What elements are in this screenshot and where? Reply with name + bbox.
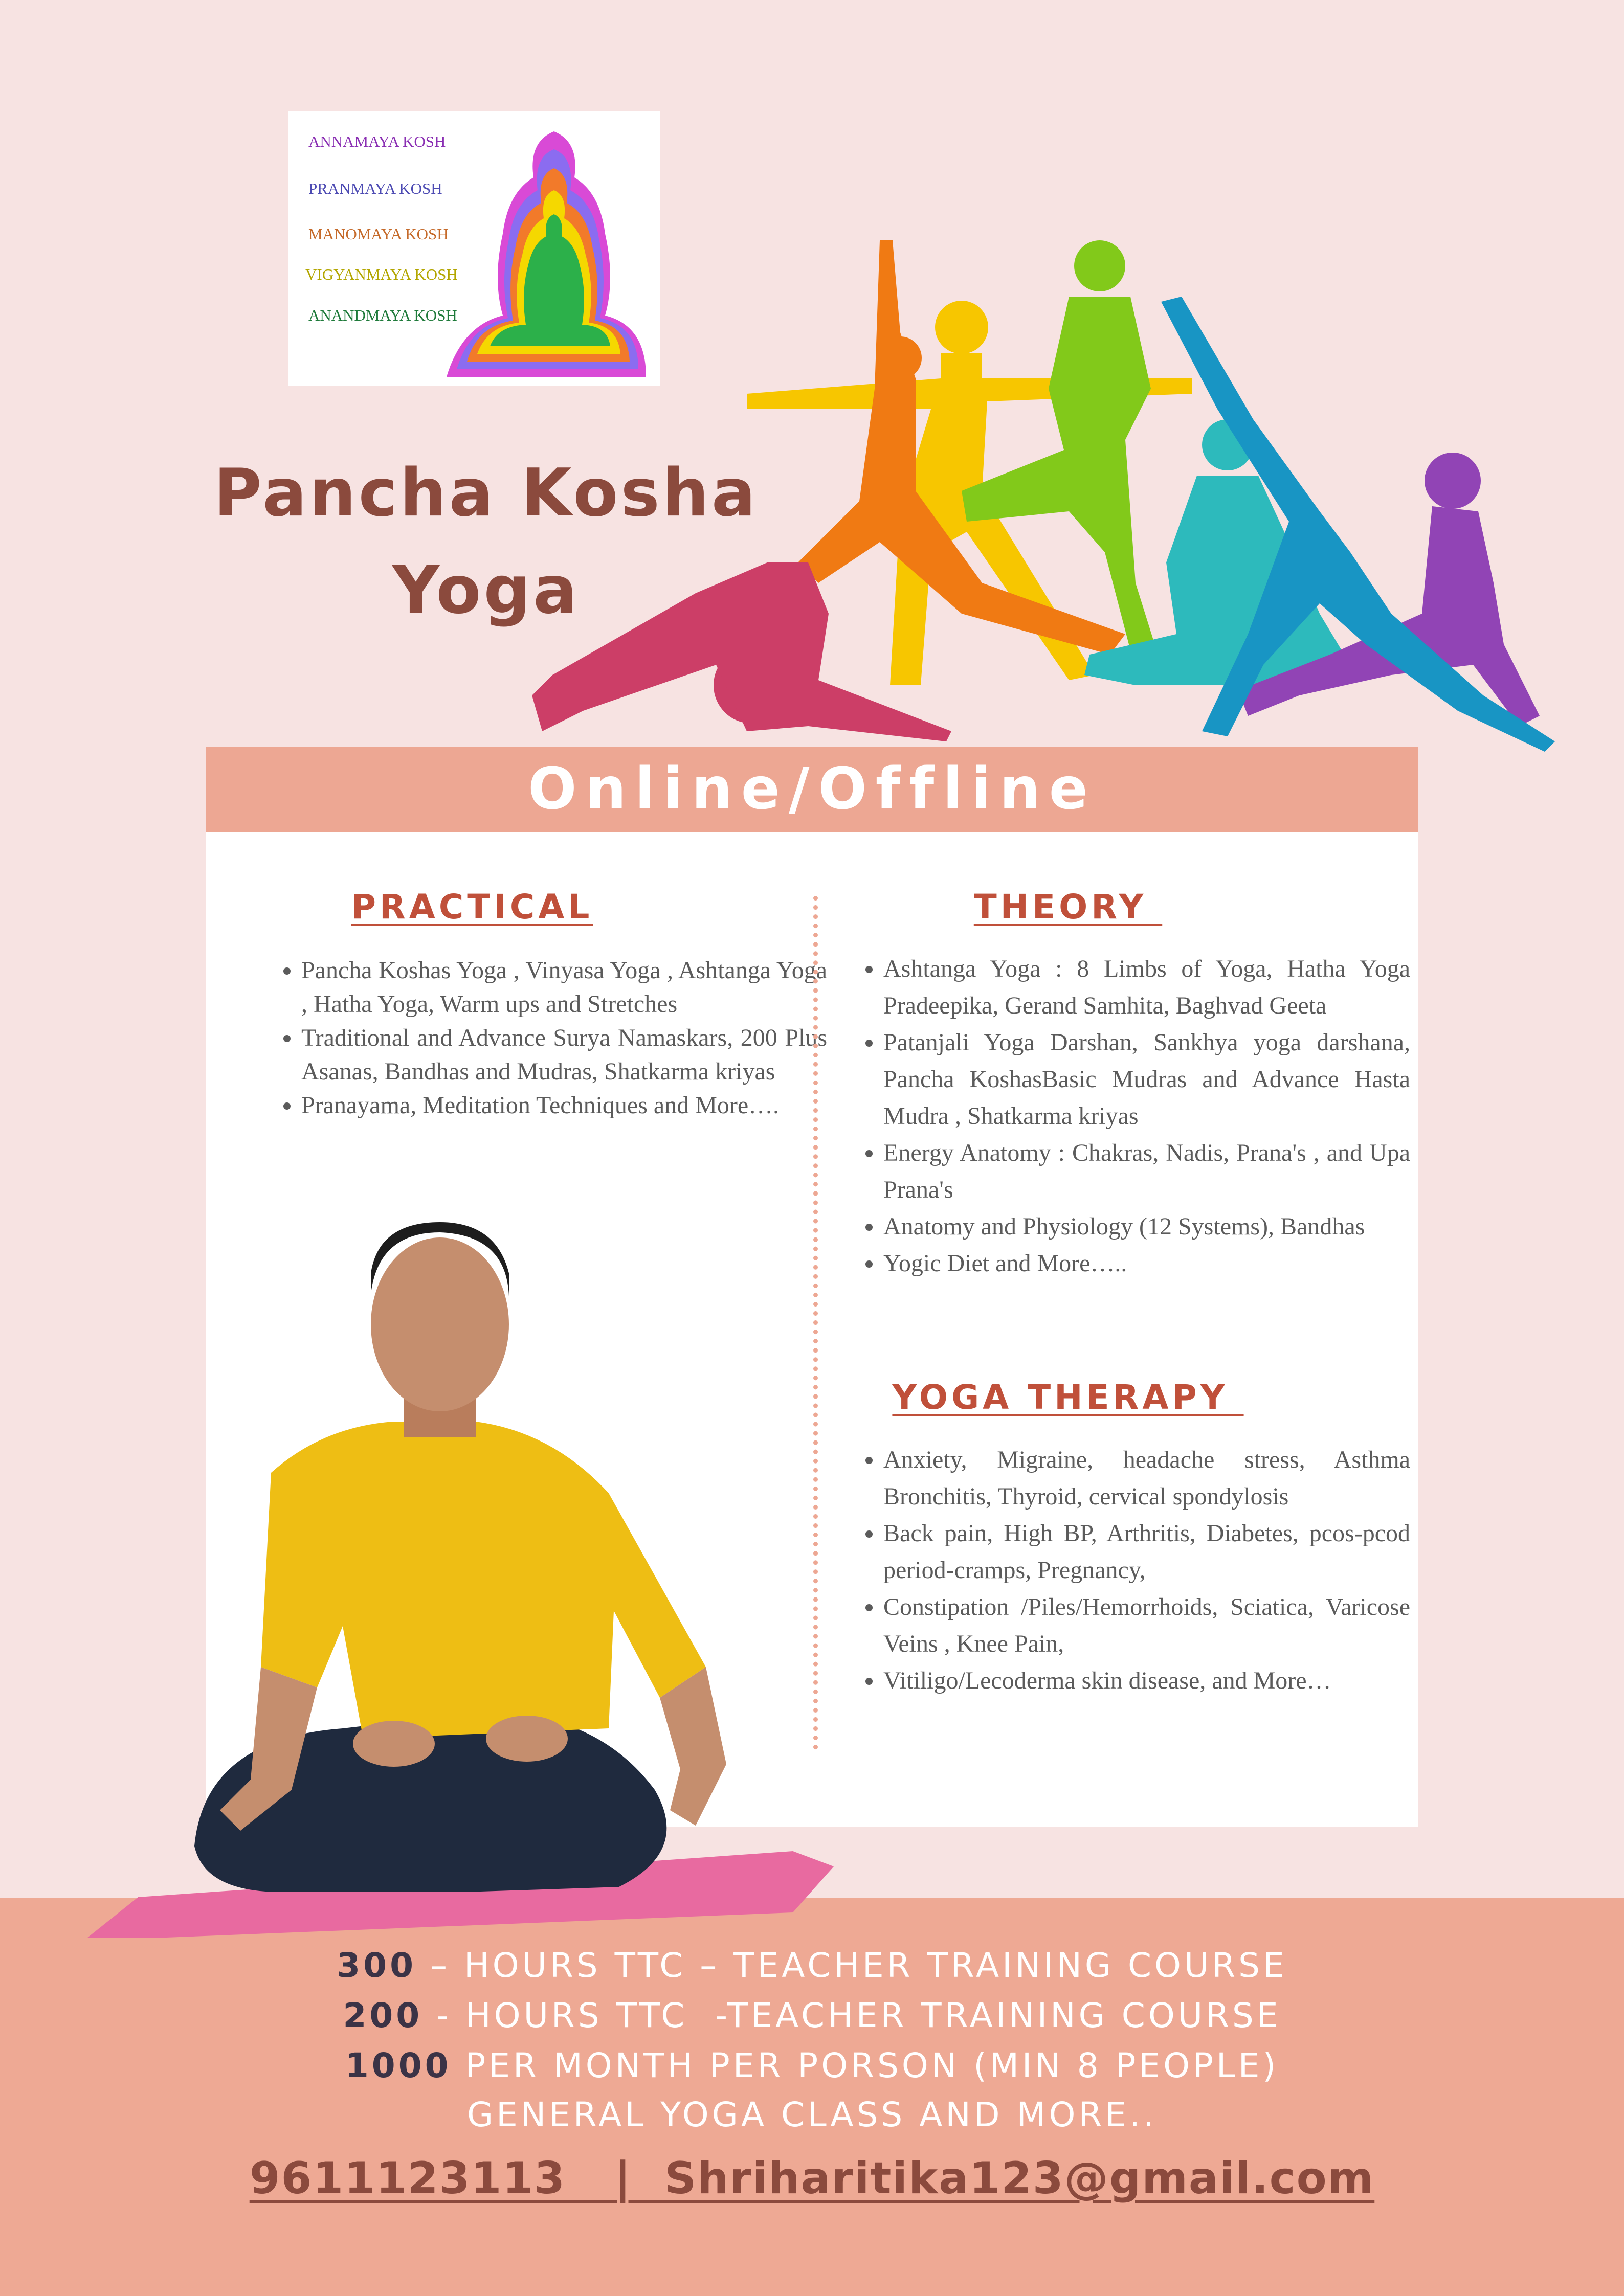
list-item: • Energy Anatomy : Chakras, Nadis, Prana's , and Upa Prana's [883, 1135, 1410, 1208]
kosh-label-anandmaya: ANANDMAYA KOSH [308, 306, 457, 324]
contact-phone-email-link[interactable]: 9611123113 | Shriharitika123@gmail.com [249, 2153, 1375, 2204]
list-item: • Anxiety, Migraine, headache stress, Asthma Bronchitis, Thyroid, cervical spondylosis [883, 1442, 1410, 1515]
theory-list [861, 951, 1410, 1282]
list-item: • Pranayama, Meditation Techniques and More…. [301, 1089, 827, 1122]
course-line-200-hours [0, 1996, 1624, 2035]
list-item: • Anatomy and Physiology (12 Systems), Bandhas [883, 1208, 1410, 1245]
course-line-general-class [0, 2095, 1624, 2134]
list-item: • Pancha Koshas Yoga , Vinyasa Yoga , Ashtanga Yoga , Hatha Yoga, Warm ups and Stretches [301, 954, 827, 1021]
instructor-photo [77, 1186, 844, 1953]
course-text: PER MONTH PER PORSON (MIN 8 PEOPLE) [451, 2046, 1279, 2085]
course-text: - HOURS TTC -TEACHER TRAINING COURSE [422, 1996, 1281, 2035]
list-item: • Back pain, High BP, Arthritis, Diabetes, pcos-pcod period-cramps, Pregnancy, [883, 1515, 1410, 1589]
kosh-label-vigyanmaya: VIGYANMAYA KOSH [305, 265, 458, 283]
yoga-therapy-heading: YOGA THERAPY [892, 1378, 1244, 1417]
title-line-1: Pancha Kosha [213, 455, 759, 531]
practical-heading: PRACTICAL [351, 887, 593, 927]
yellow-shirt [261, 1422, 706, 1739]
kosh-label-pranmaya: PRANMAYA KOSH [308, 179, 442, 197]
yoga-therapy-list [861, 1442, 1410, 1699]
course-text: – HOURS TTC – TEACHER TRAINING COURSE [416, 1946, 1287, 1985]
list-item: • Ashtanga Yoga : 8 Limbs of Yoga, Hatha Yoga Pradeepika, Gerand Samhita, Baghvad Geeta [883, 951, 1410, 1024]
list-item: • Constipation /Piles/Hemorrhoids, Sciatica, Varicose Veins , Knee Pain, [883, 1589, 1410, 1662]
course-number: 1000 [345, 2046, 452, 2085]
head [371, 1237, 509, 1411]
list-item: • Yogic Diet and More….. [883, 1245, 1410, 1282]
online-offline-banner: Online/Offline [206, 747, 1418, 832]
crimson-pose-silhouette [532, 562, 951, 741]
list-item: • Traditional and Advance Surya Namaskars, 200 Plus Asanas, Bandhas and Mudras, Shatkarma kriyas [301, 1021, 827, 1089]
theory-heading: THEORY [973, 887, 1163, 927]
list-item: • Patanjali Yoga Darshan, Sankhya yoga darshana, Pancha KoshasBasic Mudras and Advance Hasta Mudra , Shatkarma kriyas [883, 1024, 1410, 1135]
course-number: 300 [337, 1946, 417, 1985]
kosh-label-manomaya: MANOMAYA KOSH [308, 225, 449, 243]
course-text: GENERAL YOGA CLASS AND MORE.. [467, 2095, 1157, 2134]
title-line-2: Yoga [392, 552, 580, 628]
yoga-poses-silhouettes-illustration [522, 225, 1575, 757]
course-line-monthly-fee [0, 2046, 1624, 2085]
kosh-label-annamaya: ANNAMAYA KOSH [308, 132, 446, 150]
practical-list [279, 954, 827, 1122]
right-hand [486, 1716, 568, 1762]
course-line-300-hours [0, 1946, 1624, 1985]
course-number: 200 [343, 1996, 423, 2035]
left-hand [353, 1721, 435, 1767]
list-item: • Vitiligo/Lecoderma skin disease, and More… [883, 1662, 1410, 1699]
